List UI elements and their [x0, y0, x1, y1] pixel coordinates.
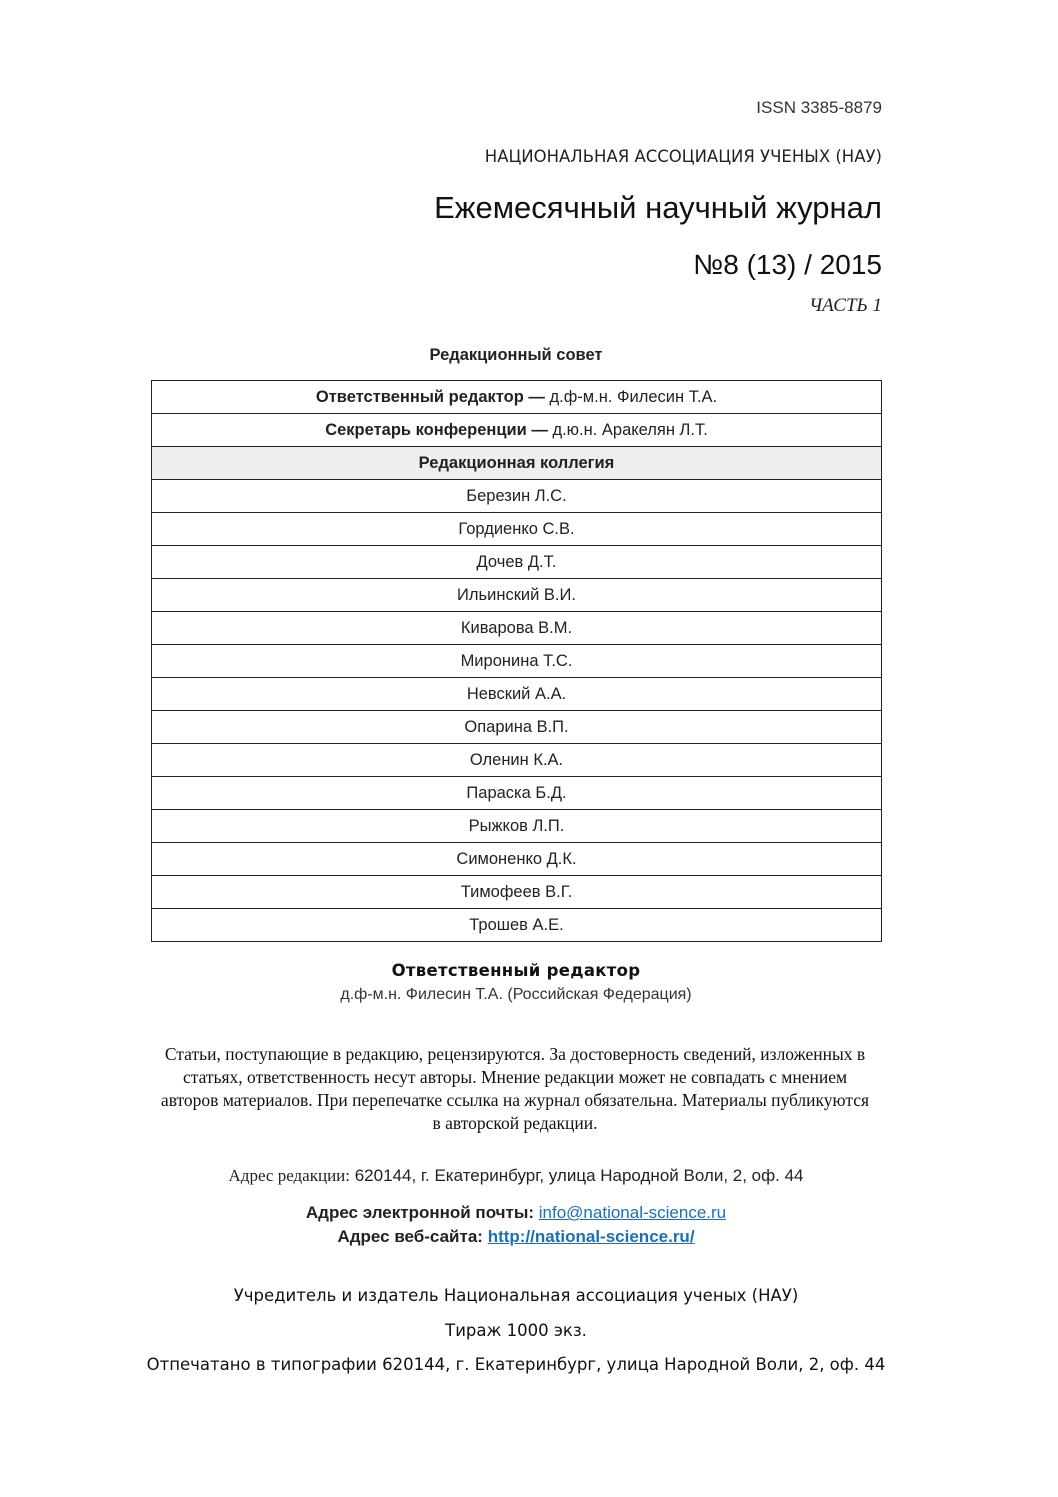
- website-label: Адрес веб-сайта:: [337, 1227, 483, 1246]
- table-row: [152, 480, 882, 513]
- responsible-editor-title: Ответственный редактор: [391, 961, 641, 980]
- circulation: Тираж 1000 экз.: [445, 1321, 587, 1340]
- table-row: [152, 546, 882, 579]
- review-notice: Статьи, поступающие в редакцию, рецензируются. За достоверность сведений, изложенных в статьях, ответственность несут авторы. Мнение редакции может не совпадать с мнением авторов материалов. При перепечатке ссылка на журнал обязательна. Материалы публикуются в авторской редакции.: [160, 1044, 870, 1133]
- board-member: Оленин К.А.: [152, 744, 882, 777]
- editorial-board-table: [151, 380, 882, 942]
- collegium-title: Редакционная коллегия: [152, 447, 882, 480]
- table-row: [152, 744, 882, 777]
- email-link[interactable]: info@national-science.ru: [538, 1203, 727, 1222]
- board-member: Тимофеев В.Г.: [152, 876, 882, 909]
- secretary-name: д.ю.н. Аракелян Л.Т.: [547, 420, 708, 439]
- secretary-role: Секретарь конференции —: [325, 420, 548, 439]
- journal-title: Ежемесячный научный журнал: [434, 190, 882, 225]
- address-label: Адрес редакции:: [228, 1166, 350, 1185]
- table-row: [152, 843, 882, 876]
- table-row: [152, 810, 882, 843]
- founder-publisher: Учредитель и издатель Национальная ассоциация ученых (НАУ): [233, 1286, 799, 1305]
- table-row: [152, 579, 882, 612]
- chief-editor-row: [152, 381, 882, 414]
- board-member: Рыжков Л.П.: [152, 810, 882, 843]
- table-row: [152, 678, 882, 711]
- website-link[interactable]: http://national-science.ru/: [487, 1227, 695, 1246]
- editorial-address: [0, 1166, 1032, 1186]
- board-member: Дочев Д.Т.: [152, 546, 882, 579]
- address-value: 620144, г. Екатеринбург, улица Народной Воли, 2, оф. 44: [350, 1166, 804, 1185]
- issue-number: №8 (13) / 2015: [693, 249, 882, 280]
- table-row: [152, 777, 882, 810]
- board-member: Параска Б.Д.: [152, 777, 882, 810]
- board-member: Симоненко Д.К.: [152, 843, 882, 876]
- table-row: [152, 645, 882, 678]
- responsible-editor-name: д.ф-м.н. Филесин Т.А. (Российская Федерация): [340, 986, 692, 1003]
- email-line: [0, 1203, 1032, 1223]
- table-row: [152, 876, 882, 909]
- board-member: Ильинский В.И.: [152, 579, 882, 612]
- board-member: Березин Л.С.: [152, 480, 882, 513]
- part-label: ЧАСТЬ 1: [809, 295, 882, 316]
- issn: ISSN 3385-8879: [756, 98, 882, 117]
- chief-editor-name: д.ф-м.н. Филесин Т.А.: [544, 387, 718, 406]
- printing-house: Отпечатано в типографии 620144, г. Екатеринбург, улица Народной Воли, 2, оф. 44: [146, 1355, 886, 1374]
- board-member: Трошев А.Е.: [152, 909, 882, 942]
- chief-editor-role: Ответственный редактор —: [315, 387, 545, 406]
- website-line: [0, 1227, 1032, 1247]
- table-row: [152, 909, 882, 942]
- table-row: [152, 711, 882, 744]
- board-member: Киварова В.М.: [152, 612, 882, 645]
- secretary-row: [152, 414, 882, 447]
- editorial-council-title: Редакционный совет: [429, 346, 603, 364]
- association-name: НАЦИОНАЛЬНАЯ АССОЦИАЦИЯ УЧЕНЫХ (НАУ): [484, 147, 882, 166]
- email-label: Адрес электронной почты:: [305, 1203, 535, 1222]
- collegium-header-row: [152, 447, 882, 480]
- board-member: Гордиенко С.В.: [152, 513, 882, 546]
- table-row: [152, 612, 882, 645]
- board-member: Опарина В.П.: [152, 711, 882, 744]
- board-member: Невский А.А.: [152, 678, 882, 711]
- board-member: Миронина Т.С.: [152, 645, 882, 678]
- table-row: [152, 513, 882, 546]
